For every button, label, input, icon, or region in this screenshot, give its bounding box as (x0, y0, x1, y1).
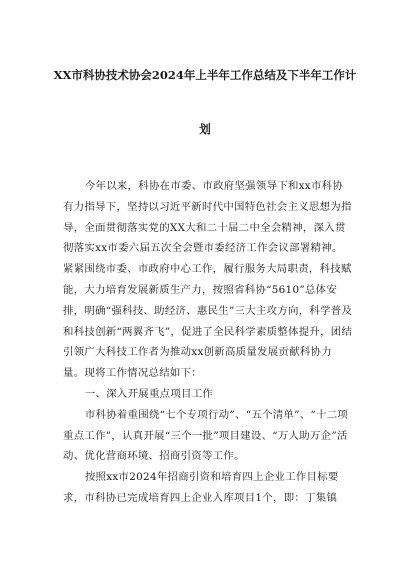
document-body (63, 176, 353, 509)
body-paragraph: 按照xx市2024年招商引资和培育四上企业工作目标要求，市科协已完成培育四上企业入库项目1个，即：丁集镇 (63, 471, 339, 504)
document-title: XX市科协技术协会2024年上半年工作总结及下半年工作计 (53, 68, 357, 82)
document-title-continued: 划 (199, 122, 211, 136)
section-heading: 一、深入开展重点项目工作 (84, 387, 214, 400)
body-paragraph: 市科协着重围绕“七个专项行动”、“五个清单”、“十二项重点工作”，认真开展“三个一批”项目建设、“万人助万企”活动、优化营商环境、招商引资等工作。 (63, 408, 349, 463)
intro-paragraph: 今年以来，科协在市委、市政府坚强领导下和xx市科协有力指导下，坚持以习近平新时代中国特色社会主义思想为指导，全面贯彻落实党的XX大和二十届二中全会精神，深入贯彻落实xx市委六届五次全会暨市委经济工作会议部署精神。紧紧围绕市委、市政府中心工作，履行服务大局职责，科技赋能，大力培育发展新质生产力，按照省科协“5610”总体安排，明确“强科技、助经济、惠民生”三大主攻方向，科学普及和科技创新“两翼齐飞”，促进了全民科学素质整体提升，团结引领广大科技工作者为推动xx创新高质量发展贡献科协力量。现将工作情况总结如下： (63, 180, 353, 380)
